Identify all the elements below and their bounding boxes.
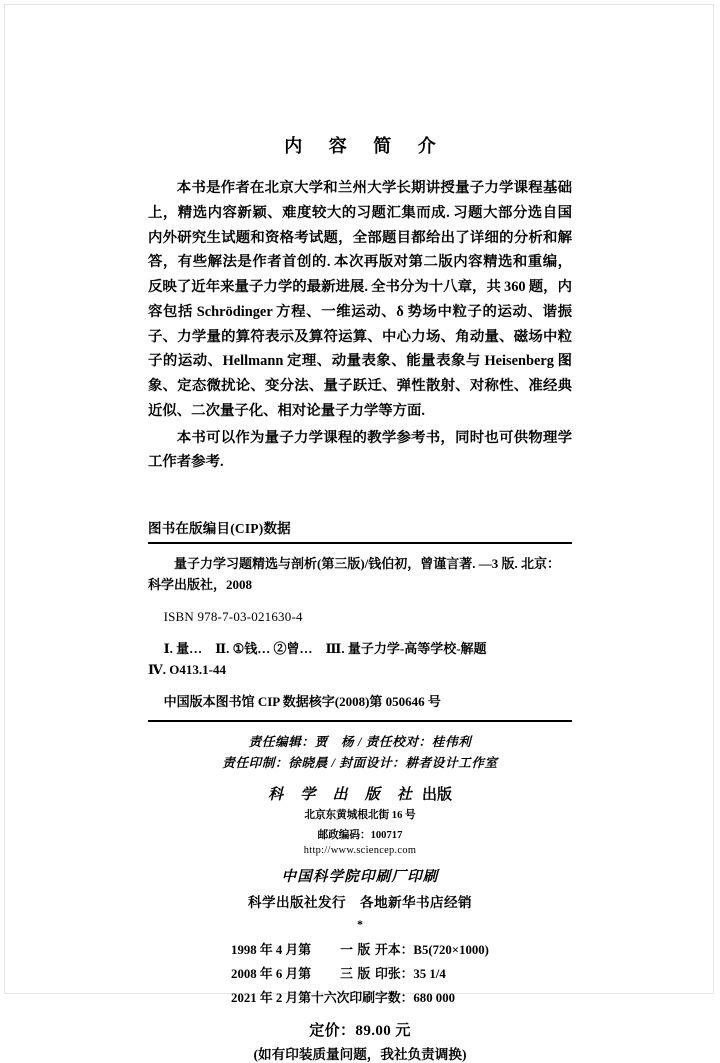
page-content (148, 132, 572, 1063)
publisher-verb: 出版 (421, 787, 452, 804)
distribution-line: 科学出版社发行 各地新华书店经销 (248, 895, 472, 911)
cip-title-line: 量子力学习题精选与剖析(第三版)/钱伯初，曾谨言著. —3 版. 北京：科学出版社，2008 (148, 556, 561, 593)
cip-classification: Ⅰ. 量… Ⅱ. ①钱… ②曾… Ⅲ. 量子力学-高等学校-解题 (163, 641, 487, 657)
print-row-spec: 印张：35 1/4 (375, 966, 446, 981)
printing-history-table (231, 936, 489, 1008)
publisher-url: http://www.sciencep.com (303, 845, 417, 857)
print-row-date: 2008 年 6 月第 (231, 966, 312, 981)
print-row-ordinal: 三 (340, 966, 353, 981)
publisher-line (148, 783, 572, 804)
print-row-ordinal: 一 (340, 942, 353, 957)
cip-body (148, 544, 572, 720)
print-row-spec: 字数：680 000 (375, 990, 455, 1005)
credit-line-production: 责任印制：徐晓晨 / 封面设计：耕者设计工作室 (222, 755, 498, 770)
cip-block (148, 517, 572, 722)
print-row-date: 1998 年 4 月第 (231, 942, 312, 957)
cip-isbn: ISBN 978-7-03-021630-4 (163, 609, 303, 625)
table-row (231, 960, 489, 984)
quality-notice: (如有印装质量问题，我社负责调换) (253, 1047, 467, 1063)
abstract-paragraph-1: 本书是作者在北京大学和兰州大学长期讲授量子力学课程基础上，精选内容新颖、难度较大的习题汇集而成. 习题大部分选自国内外研究生试题和资格考试题，全部题目都给出了详细的分析和解答，有些解法是作者首创的. 本次再版对第二版内容精选和重编，反映了近年来量子力学的最新进展. 全书分为十八章，共 360 题，内容包括 Schrödinger 方程、一维运动、δ 势场中粒子的运动、谐振子、力学量的算符表示及算符运算、中心力场、角动量、磁场中粒子的运动、Hellmann 定理、动量表象、能量表象与 Heisenberg 图象、定态微扰论、变分法、量子跃迁、弹性散射、对称性、准经典近似、二次量子化、相对论量子力学等方面. (148, 180, 572, 419)
print-row-spec: 开本：B5(720×1000) (375, 942, 489, 957)
printer-name: 中国科学院印刷厂印刷 (281, 868, 439, 886)
imprint-section (148, 732, 572, 1063)
asterisk-separator: * (357, 917, 363, 932)
cip-classification-continued: Ⅳ. O413.1-44 (148, 662, 226, 678)
print-row-edition: 版 (357, 942, 371, 957)
credit-line-editor: 责任编辑：贾 杨 / 责任校对：桂伟利 (248, 735, 472, 750)
abstract-section (148, 176, 572, 475)
publisher-name: 科 学 出 版 社 (268, 785, 418, 804)
print-row-edition: 版 (357, 966, 371, 981)
cip-heading: 图书在版编目(CIP)数据 (148, 521, 291, 537)
table-row (231, 984, 489, 1008)
page-title: 内 容 简 介 (284, 136, 447, 156)
price-label: 定价：89.00 元 (309, 1023, 411, 1040)
publisher-address: 北京东黄城根北街 16 号 (304, 810, 416, 822)
abstract-paragraph-2: 本书可以作为量子力学课程的教学参考书，同时也可供物理学工作者参考. (148, 429, 572, 471)
staff-credits (148, 732, 572, 773)
print-row-date: 2021 年 2 月第十六次印刷 (231, 990, 376, 1005)
table-row (231, 936, 489, 960)
cip-rule-bottom (148, 720, 572, 722)
publisher-postcode: 邮政编码：100717 (317, 830, 403, 842)
cip-classification-group (148, 638, 572, 680)
cip-registration-number: 中国版本图书馆 CIP 数据核字(2008)第 050646 号 (163, 694, 441, 710)
